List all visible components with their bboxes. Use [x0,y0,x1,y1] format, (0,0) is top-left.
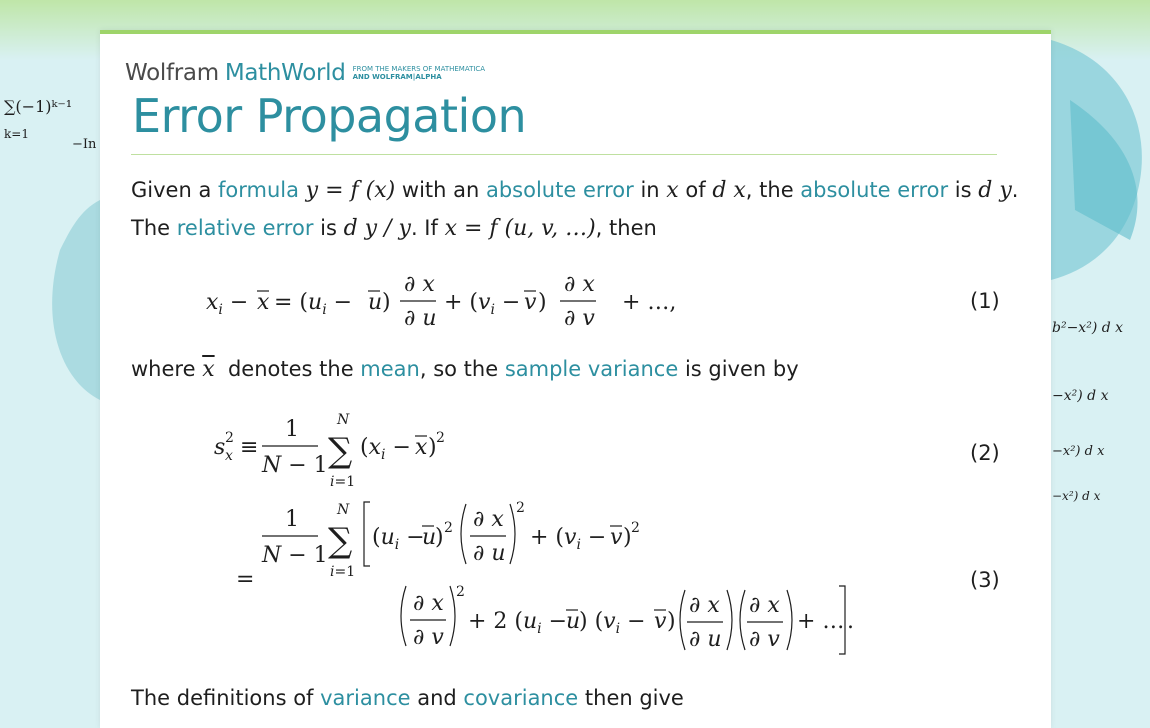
text: . If [410,216,445,240]
svg-text:u: u [566,609,581,634]
text: , so the [419,357,505,381]
logo-mathworld: MathWorld [224,60,346,86]
svg-text:∂ u: ∂ u [404,306,437,331]
math-x: x [666,178,679,203]
link-absolute-error[interactable]: absolute error [485,178,634,202]
equation-number-1: (1) [970,289,1000,313]
svg-text:): ) [435,525,444,550]
svg-text:2: 2 [436,430,445,446]
svg-text:N − 1: N − 1 [262,453,328,478]
svg-text:i=1: i=1 [330,474,356,490]
link-formula[interactable]: formula [217,178,299,202]
text: in [633,178,667,202]
text: The [131,216,177,240]
svg-text:∂ x: ∂ x [413,591,444,616]
svg-text:∑: ∑ [328,521,353,561]
svg-text:∂ v: ∂ v [749,627,780,652]
equation-1-tail [618,289,708,319]
svg-text:k=1: k=1 [4,127,29,141]
svg-text:2: 2 [456,584,465,600]
svg-text:−x²) d x: −x²) d x [1052,444,1105,459]
tagline-line1: FROM THE MAKERS OF MATHEMATICA [352,65,486,73]
svg-text:1: 1 [285,417,299,442]
intro-line-1 [131,178,1018,203]
svg-text:): ) [428,435,437,460]
svg-text:∂ x: ∂ x [473,507,504,532]
math-dy: d y [978,178,1012,203]
tagline-line2: AND WOLFRAM|ALPHA [352,73,442,81]
svg-text:+ …: + … [797,609,845,634]
svg-text:∑(−1)ᵏ⁻¹: ∑(−1)ᵏ⁻¹ [4,97,73,116]
svg-text:i=1: i=1 [330,564,356,580]
svg-text:): ) [538,290,547,315]
text: The definitions of [131,686,321,710]
svg-text:∂ x: ∂ x [689,593,720,618]
link-variance[interactable]: variance [320,686,411,710]
math-x-eq-fuv: x = f (u, v, …) [444,216,596,241]
definitions-line [131,686,684,710]
link-mean[interactable]: mean [360,357,420,381]
link-covariance[interactable]: covariance [463,686,579,710]
article-card [100,30,1051,728]
svg-text:u: u [368,290,383,315]
logo-wolfram: Wolfram [125,60,219,86]
site-logo[interactable] [125,60,485,86]
equation-1 [200,259,620,349]
math-dx: d x [712,178,746,203]
text: and [410,686,464,710]
text: is given by [678,357,799,381]
text: then give [578,686,684,710]
math-dy-over-y: d y / y [343,216,411,241]
svg-text:(ui −: ($u_i$ − [372,525,425,553]
svg-text:∂ u: ∂ u [689,627,722,652]
svg-text:+ 2 (ui −: + 2 ($u_i$ − [468,609,568,637]
svg-text:N: N [337,502,350,518]
svg-text:2: 2 [444,520,453,536]
svg-text:v: v [610,525,623,550]
svg-text:2: 2 [225,430,234,446]
svg-text:v: v [654,609,667,634]
equation-3-tail [675,584,965,664]
svg-text:v: v [524,290,537,315]
svg-text:−In: −In [72,137,97,152]
svg-text:(xi −: ($x_i$ − [360,435,411,463]
logo-tagline [353,65,486,81]
svg-text:+ (vi −: + ($v_i$ − [444,290,521,318]
text: with an [395,178,486,202]
svg-text:∑: ∑ [328,431,353,471]
text: denotes the [221,357,361,381]
svg-text:−x²) d x: −x²) d x [1052,388,1109,404]
svg-text:): ) [623,525,632,550]
equation-number-3: (3) [970,568,1000,592]
intro-line-2 [131,216,657,241]
text: . [1011,178,1019,202]
equation-2 [200,404,600,494]
svg-text:+ (vi −: + ($v_i$ − [530,525,607,553]
text: Given a [131,178,218,202]
equation-number-2: (2) [970,441,1000,465]
link-relative-error[interactable]: relative error [176,216,314,240]
svg-text:≡: ≡ [240,435,259,460]
svg-text:∂ v: ∂ v [564,306,595,331]
svg-text:∂ u: ∂ u [473,541,506,566]
svg-text:x: x [415,435,428,460]
math-x-bar: $\overline{x}$ [202,357,215,382]
svg-text:+ …,: + …, [622,290,677,315]
svg-text:.: . [847,609,854,634]
svg-text:−x²) d x: −x²) d x [1052,489,1101,503]
title-divider [131,154,997,155]
svg-text:s: s [214,435,226,460]
svg-text:=: = [236,567,255,592]
svg-text:u: u [422,525,437,550]
svg-text:x: x [225,448,233,464]
svg-text:∂ v: ∂ v [413,625,444,650]
text: , the [745,178,801,202]
svg-text:) (vi −: ) ($v_i$ − [579,609,646,637]
svg-text:): ) [382,290,391,315]
text: of [678,178,713,202]
svg-text:x: x [257,290,270,315]
text: , then [595,216,657,240]
svg-text:b²−x²) d x: b²−x²) d x [1052,320,1124,336]
svg-text:1: 1 [285,507,299,532]
svg-text:N − 1: N − 1 [262,543,328,568]
svg-text:2: 2 [631,520,640,536]
svg-text:): ) [667,609,676,634]
svg-text:2: 2 [516,500,525,516]
text: where [131,357,203,381]
svg-text:= (ui −: = ($u_i$ − [274,290,353,318]
variance-intro-line [131,357,799,382]
text: is [948,178,979,202]
link-sample-variance[interactable]: sample variance [504,357,679,381]
link-absolute-error-2[interactable]: absolute error [800,178,949,202]
page-title: Error Propagation [132,89,527,143]
svg-text:xi −: $x_i$ − [206,290,249,318]
svg-text:∂ x: ∂ x [404,272,435,297]
math-y-eq-fx: y = f (x) [305,178,396,203]
svg-text:∂ x: ∂ x [749,593,780,618]
svg-text:N: N [337,412,350,428]
text: is [313,216,344,240]
svg-text:∂ x: ∂ x [564,272,595,297]
